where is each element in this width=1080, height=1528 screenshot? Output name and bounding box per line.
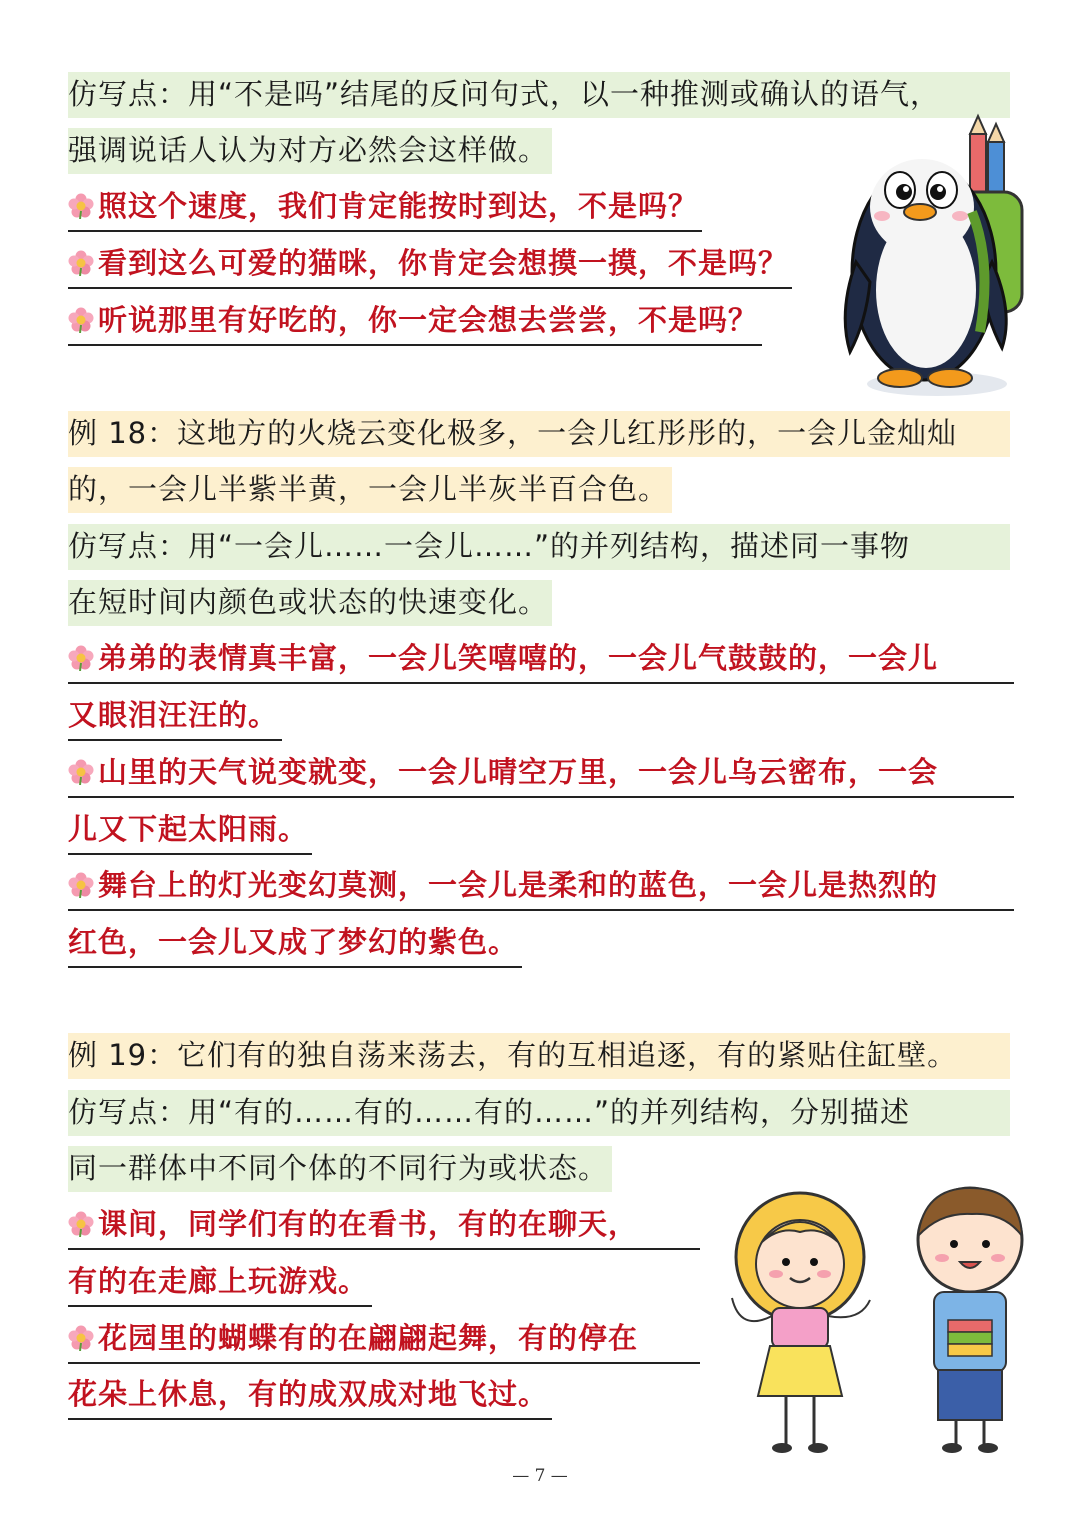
rewrite-point-18-line1: 仿写点：用“一会儿……一会儿……”的并列结构，描述同一事物 xyxy=(68,524,1010,570)
example-18-1-line2: 又眼泪汪汪的。 xyxy=(68,693,282,741)
flower-bullet-icon xyxy=(68,193,94,219)
girl-figure xyxy=(732,1193,870,1453)
example-18-1-line1 xyxy=(68,636,1014,684)
example-text: 舞台上的灯光变幻莫测，一会儿是柔和的蓝色，一会儿是热烈的 xyxy=(98,868,939,902)
example-text: 照这个速度，我们肯定能按时到达，不是吗？ xyxy=(98,189,699,223)
example-17-2 xyxy=(68,241,792,289)
example-19-2-line1 xyxy=(68,1316,700,1364)
flower-bullet-icon xyxy=(68,1211,94,1237)
example-18-2-line1 xyxy=(68,750,1014,798)
rewrite-point-19-line2: 同一群体中不同个体的不同行为或状态。 xyxy=(68,1146,612,1192)
example-18-3-line2: 红色，一会儿又成了梦幻的紫色。 xyxy=(68,920,522,968)
rewrite-point-19-line1: 仿写点：用“有的……有的……有的……”的并列结构，分别描述 xyxy=(68,1090,1010,1136)
kids-illustration xyxy=(720,1182,1040,1462)
sentence-18-line2: 的，一会儿半紫半黄，一会儿半灰半百合色。 xyxy=(68,467,672,513)
example-text: 弟弟的表情真丰富，一会儿笑嘻嘻的，一会儿气鼓鼓的，一会儿 xyxy=(98,641,939,675)
flower-bullet-icon xyxy=(68,759,94,785)
rewrite-point-17-line1: 仿写点：用“不是吗”结尾的反问句式，以一种推测或确认的语气， xyxy=(68,72,1010,118)
example-18-3-line1 xyxy=(68,863,1014,911)
example-19-1-line2: 有的在走廊上玩游戏。 xyxy=(68,1259,372,1307)
example-18-2-line2: 儿又下起太阳雨。 xyxy=(68,807,312,855)
example-19-2-line2: 花朵上休息，有的成双成对地飞过。 xyxy=(68,1372,552,1420)
flower-bullet-icon xyxy=(68,872,94,898)
example-text: 听说那里有好吃的，你一定会想去尝尝，不是吗？ xyxy=(98,303,759,337)
example-text: 看到这么可爱的猫咪，你肯定会想摸一摸，不是吗？ xyxy=(98,246,789,280)
sentence-19-line1: 例 19：它们有的独自荡来荡去，有的互相追逐，有的紧贴住缸壁。 xyxy=(68,1033,1010,1079)
flower-bullet-icon xyxy=(68,645,94,671)
sentence-18-line1: 例 18：这地方的火烧云变化极多，一会儿红彤彤的，一会儿金灿灿 xyxy=(68,411,1010,457)
example-text: 山里的天气说变就变，一会儿晴空万里，一会儿乌云密布，一会 xyxy=(98,755,939,789)
rewrite-point-17-line2: 强调说话人认为对方必然会这样做。 xyxy=(68,128,552,174)
boy-figure xyxy=(918,1188,1022,1453)
flower-bullet-icon xyxy=(68,250,94,276)
example-17-3 xyxy=(68,298,762,346)
penguin-illustration xyxy=(842,112,1032,402)
example-19-1-line1 xyxy=(68,1202,700,1250)
example-17-1 xyxy=(68,184,702,232)
flower-bullet-icon xyxy=(68,1325,94,1351)
rewrite-point-18-line2: 在短时间内颜色或状态的快速变化。 xyxy=(68,580,552,626)
example-text: 课间，同学们有的在看书，有的在聊天， xyxy=(98,1207,639,1241)
page-number: — 7 — xyxy=(512,1466,568,1486)
flower-bullet-icon xyxy=(68,307,94,333)
example-text: 花园里的蝴蝶有的在翩翩起舞，有的停在 xyxy=(98,1321,639,1355)
